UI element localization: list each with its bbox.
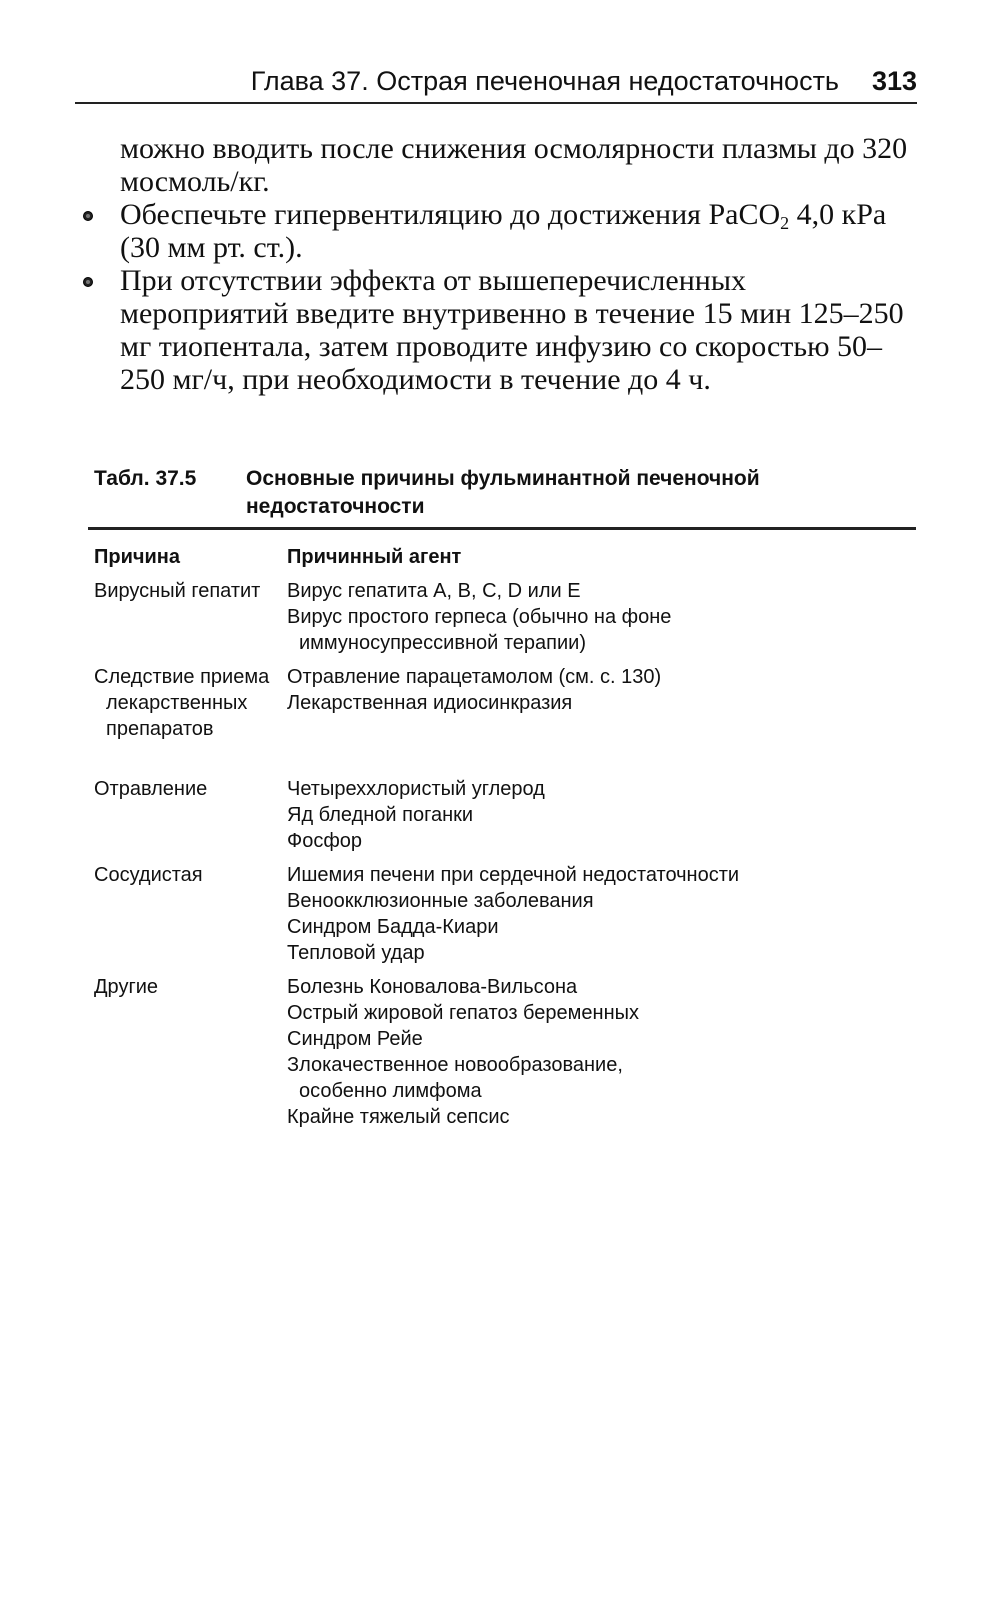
column-header-agent: Причинный агент [287, 546, 462, 568]
cause-cell [94, 974, 279, 1000]
agent-cell [287, 776, 907, 854]
cause-cell [94, 664, 274, 742]
agent-cell [287, 664, 907, 768]
bullet-dot-icon [83, 277, 93, 287]
cause-text: Следствие приема лекарственных препаратов [94, 666, 270, 740]
chapter-title: Глава 37. Острая печеночная недостаточность [250, 66, 839, 96]
cause-text: Другие [94, 976, 159, 998]
cause-cell [94, 776, 279, 802]
agent-item: Фосфор [287, 830, 363, 852]
agent-item: Ишемия печени при сердечной недостаточности [287, 864, 740, 886]
subscript-2: 2 [780, 213, 790, 233]
cause-text: Сосудистая [94, 864, 203, 886]
bullet-item-hyperventilation [75, 198, 917, 264]
agent-item: Крайне тяжелый сепсис [287, 1106, 510, 1128]
cause-text: Вирусный гепатит [94, 580, 261, 602]
header-rule [75, 102, 917, 104]
table-row [94, 974, 914, 1130]
table-row [94, 578, 914, 656]
cause-cell [94, 862, 279, 888]
bullet-text: При отсутствии эффекта от вышеперечисленных мероприятий введите внутривенно в течение 15 мин 125–250 мг тиопентала, затем проводите инфузию со скоростью 50–250 мг/ч, при необходимости в течение до 4 ч. [120, 264, 904, 396]
bullet-text-part: Обеспечьте гипервентиляцию до достижения PaCO [120, 198, 781, 231]
agent-item: Яд бледной поганки [287, 804, 474, 826]
agent-cell [287, 862, 907, 966]
agent-item: Лекарственная идиосинкразия [287, 692, 573, 714]
column-header-cause: Причина [94, 546, 180, 568]
bullet-dot-icon [83, 211, 93, 221]
table-top-rule [88, 527, 916, 530]
continuation-paragraph: можно вводить после снижения осмолярности плазмы до 320 мосмоль/кг. [120, 132, 908, 198]
agent-item: Веноокклюзионные заболевания [287, 890, 594, 912]
bullet-item-thiopental [75, 264, 917, 396]
table-row [94, 862, 914, 966]
cause-text: Отравление [94, 778, 208, 800]
agent-cell [287, 578, 907, 656]
agent-item: Вирус простого герпеса (обычно на фоне иммуносупрессивной терапии) [287, 606, 672, 654]
agent-item: Отравление парацетамолом (см. с. 130) [287, 666, 662, 688]
cause-cell [94, 578, 279, 604]
agent-item: Тепловой удар [287, 942, 425, 964]
agent-item: Четыреххлористый углерод [287, 778, 545, 800]
running-header [75, 62, 917, 104]
agent-item: Болезнь Коновалова-Вильсона [287, 976, 578, 998]
agent-item: Острый жировой гепатоз беременных [287, 1002, 639, 1024]
agent-item: Злокачественное новообразование, особенно лимфома [287, 1054, 623, 1102]
causes-table [94, 544, 914, 1130]
table-title: Основные причины фульминантной печеночной недостаточности [246, 467, 760, 518]
agent-item: Синдром Бадда-Киари [287, 916, 499, 938]
table-row [94, 776, 914, 854]
page-number: 313 [871, 66, 917, 96]
bullet-text-part: 4,0 кРа (30 мм рт. ст.). [120, 198, 887, 264]
table-number: Табл. 37.5 [94, 467, 197, 490]
body-text [75, 132, 917, 396]
agent-item: Вирус гепатита A, B, C, D или E [287, 580, 581, 602]
table-header-row [94, 544, 914, 578]
table-row [94, 664, 914, 768]
agent-item: Синдром Рейе [287, 1028, 423, 1050]
agent-cell [287, 974, 907, 1130]
